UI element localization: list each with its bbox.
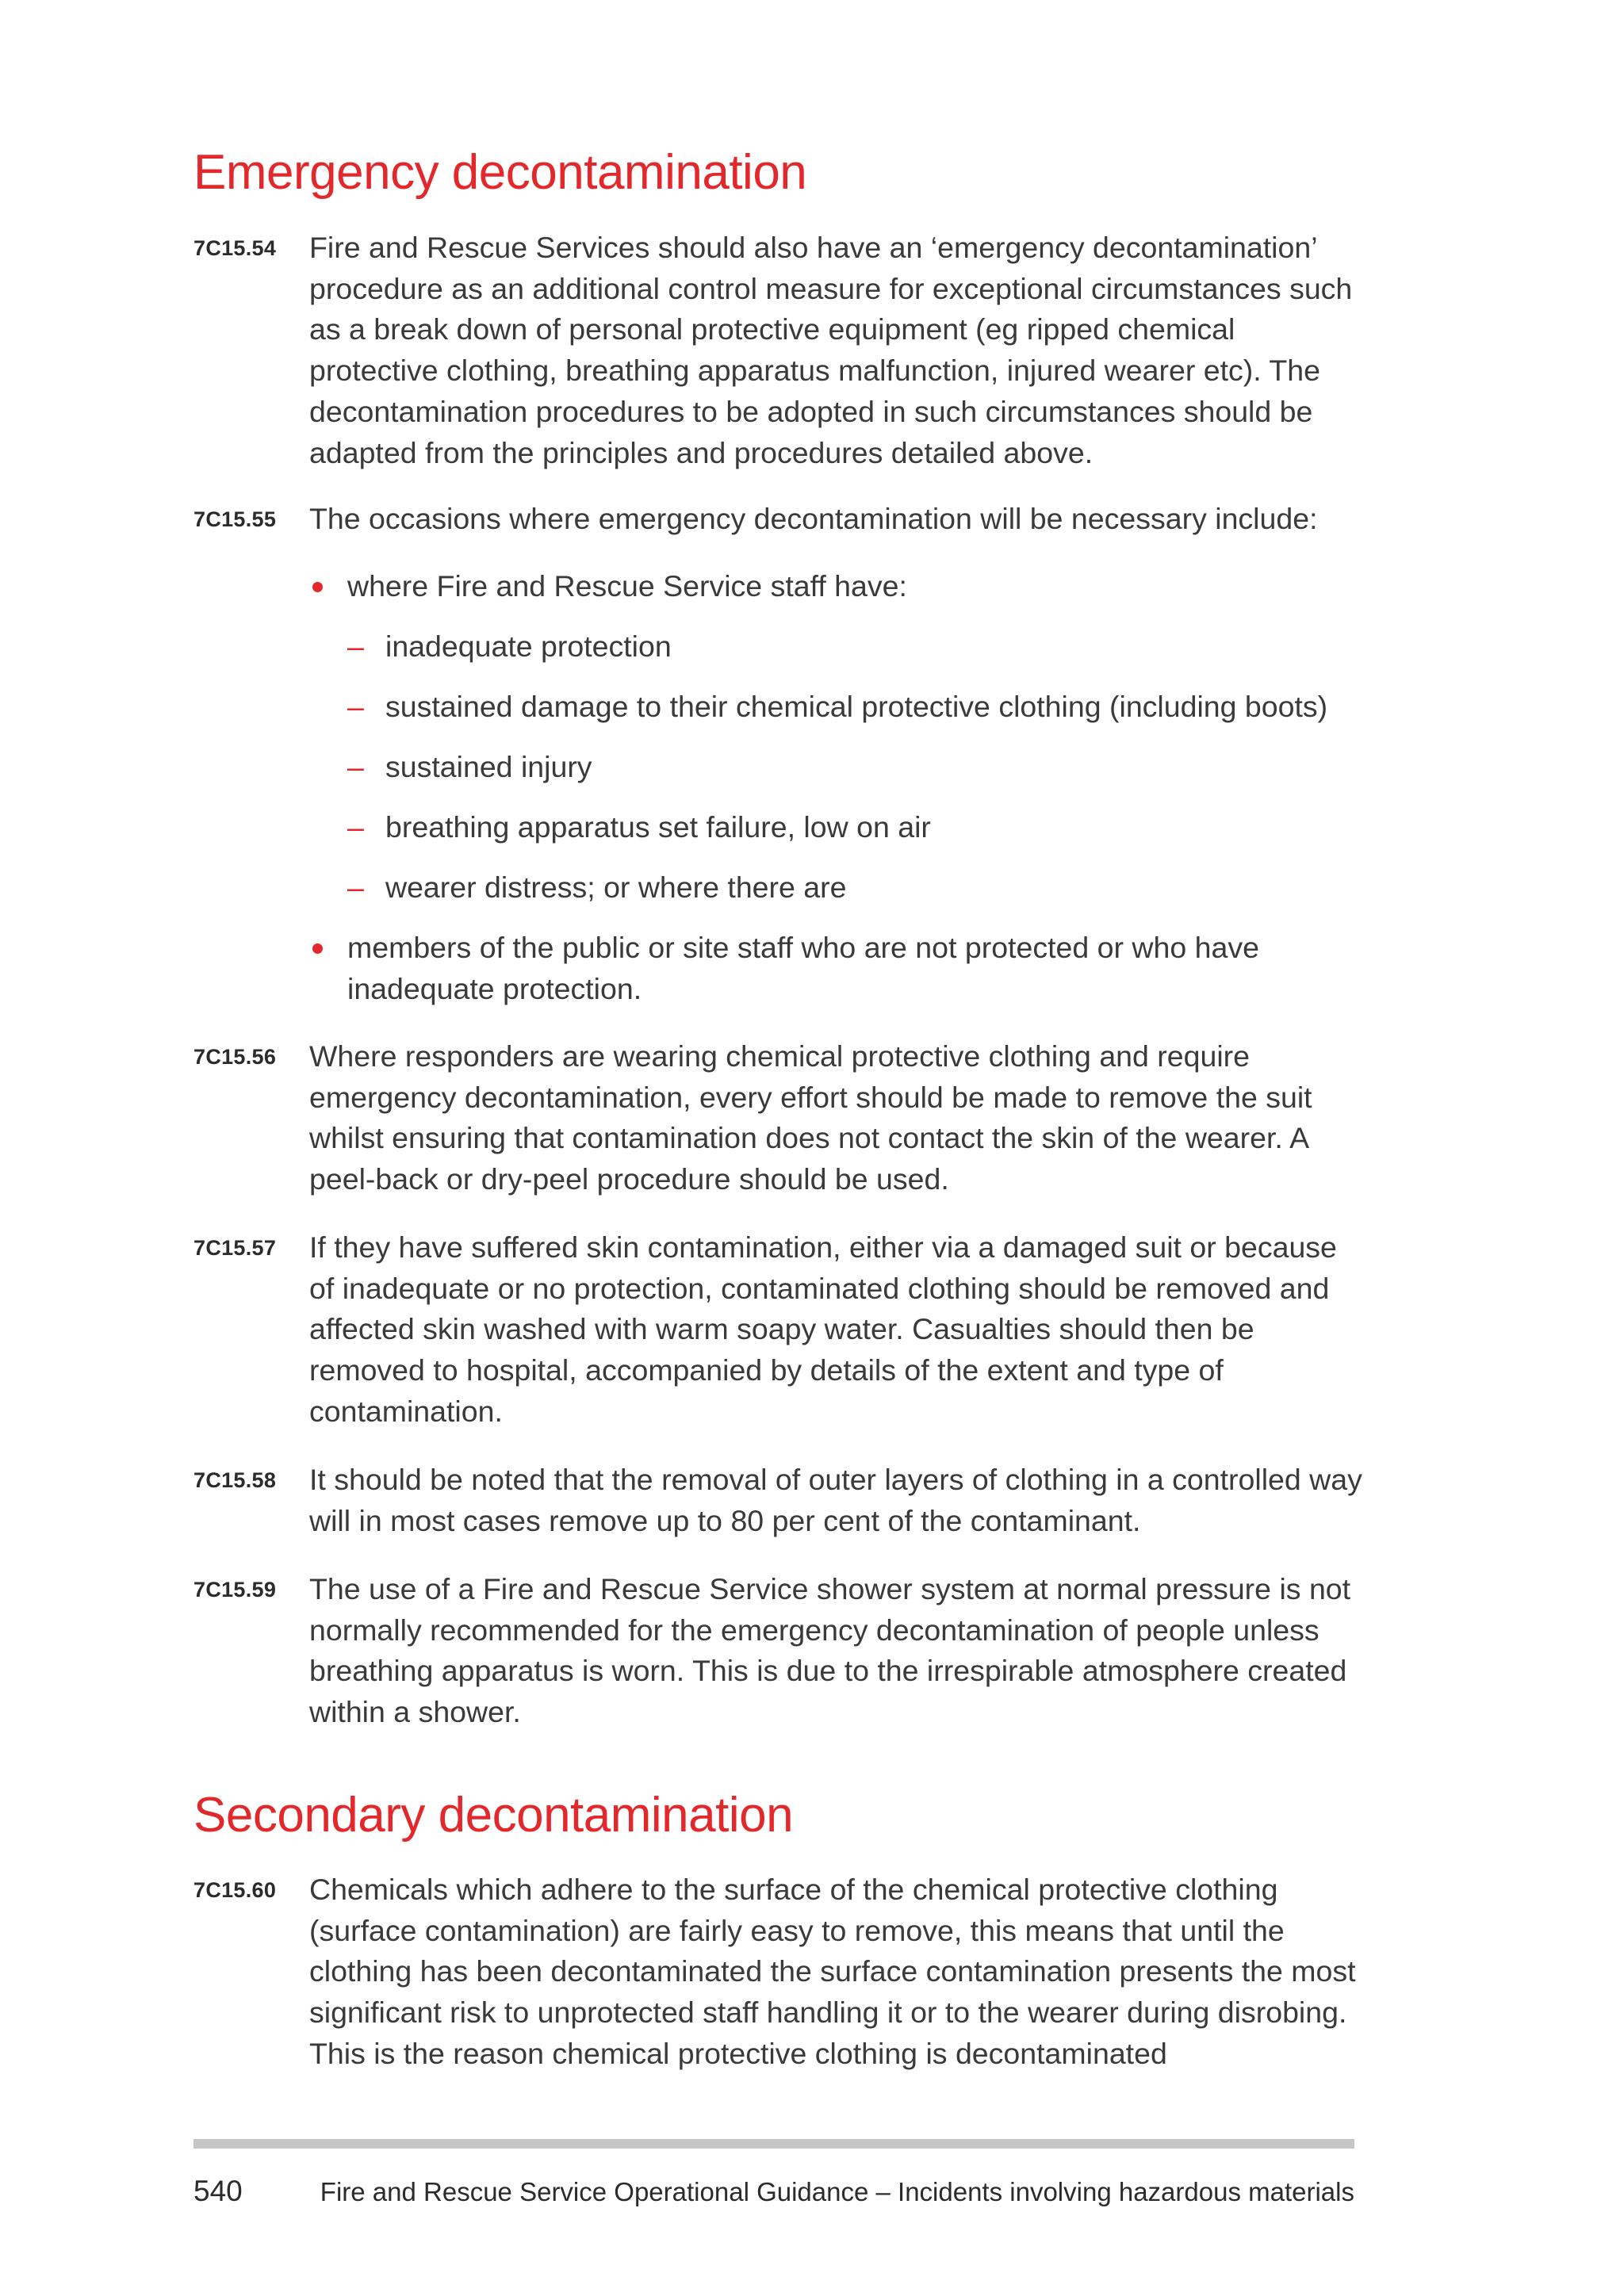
footer-document-title: Fire and Rescue Service Operational Guidance – Incidents involving hazardous materials (320, 2177, 1354, 2206)
bullet-dot-icon (312, 943, 323, 954)
paragraph-number: 7C15.57 (193, 1236, 277, 1260)
list-subitem: – sustained damage to their chemical protective clothing (including boots) (309, 687, 1364, 728)
section-heading-emergency-decontamination: Emergency decontamination (193, 145, 807, 200)
dash-icon: – (347, 810, 364, 844)
paragraph-text: If they have suffered skin contamination, either via a damaged suit or because of inadequate or no protection, contaminated clothing should be removed and affected skin washed with warm soapy water. Casualties should then be removed to hospital, accompanied by details of the extent and type of contamination. (309, 1230, 1337, 1428)
list-item: where Fire and Rescue Service staff have: (309, 566, 1364, 607)
paragraph-number: 7C15.55 (193, 507, 277, 531)
bullet-dot-icon (312, 582, 323, 592)
paragraph-7c15-56 (193, 1036, 1354, 1200)
dash-icon: – (347, 750, 364, 783)
footer-divider (193, 2139, 1354, 2149)
list-subitem: – sustained injury (309, 747, 1364, 788)
paragraph-7c15-60 (193, 1869, 1354, 2075)
paragraph-number: 7C15.54 (193, 236, 277, 260)
document-page (193, 0, 1362, 2296)
paragraph-7c15-58 (193, 1460, 1362, 1541)
dash-icon: – (347, 690, 364, 723)
paragraph-text: Chemicals which adhere to the surface of the chemical protective clothing (surface contamination) are fairly easy to remove, this means that until the clothing has been decontaminated the surface contamination presents the most significant risk to unprotected staff handling it or to the wearer during disrobing. This is the reason chemical protective clothing is decontaminated (309, 1873, 1356, 2070)
paragraph-text: Where responders are wearing chemical protective clothing and require emergency decontamination, every effort should be made to remove the suit whilst ensuring that contamination does not contact the skin of the wearer. A peel-back or dry-peel procedure should be used. (309, 1039, 1312, 1196)
paragraph-number: 7C15.60 (193, 1878, 277, 1902)
section-heading-secondary-decontamination: Secondary decontamination (193, 1788, 794, 1843)
list-subitem: – inadequate protection (309, 626, 1364, 668)
paragraph-text: Fire and Rescue Services should also have an ‘emergency decontamination’ procedure as an additional control measure for exceptional circumstances such as a break down of personal protective equipment (eg ripped chemical protective clothing, breathing apparatus malfunction, injured wearer etc). The decontamination procedures to be adopted in such circumstances should be adapted from the principles and procedures detailed above. (309, 231, 1353, 469)
paragraph-text: The occasions where emergency decontamination will be necessary include: (309, 502, 1318, 535)
list-subitem: – breathing apparatus set failure, low on air (309, 807, 1364, 848)
paragraph-number: 7C15.58 (193, 1468, 277, 1492)
page-number: 540 (193, 2175, 243, 2207)
dash-icon: – (347, 871, 364, 904)
paragraph-7c15-59 (193, 1569, 1354, 1733)
paragraph-text: It should be noted that the removal of outer layers of clothing in a controlled way will in most cases remove up to 80 per cent of the contaminant. (309, 1463, 1362, 1537)
paragraph-7c15-55 (193, 499, 1354, 540)
dash-icon: – (347, 629, 364, 663)
list-subitem: – wearer distress; or where there are (309, 867, 1364, 909)
paragraph-number: 7C15.56 (193, 1045, 277, 1069)
list-item: members of the public or site staff who are not protected or who have inadequate protection. (309, 928, 1307, 1009)
paragraph-7c15-54 (193, 228, 1354, 473)
paragraph-text: The use of a Fire and Rescue Service shower system at normal pressure is not normally recommended for the emergency decontamination of people unless breathing apparatus is worn. This is due to the irrespirable atmosphere created within a shower. (309, 1572, 1351, 1729)
paragraph-number: 7C15.59 (193, 1578, 277, 1601)
paragraph-7c15-57 (193, 1227, 1354, 1433)
